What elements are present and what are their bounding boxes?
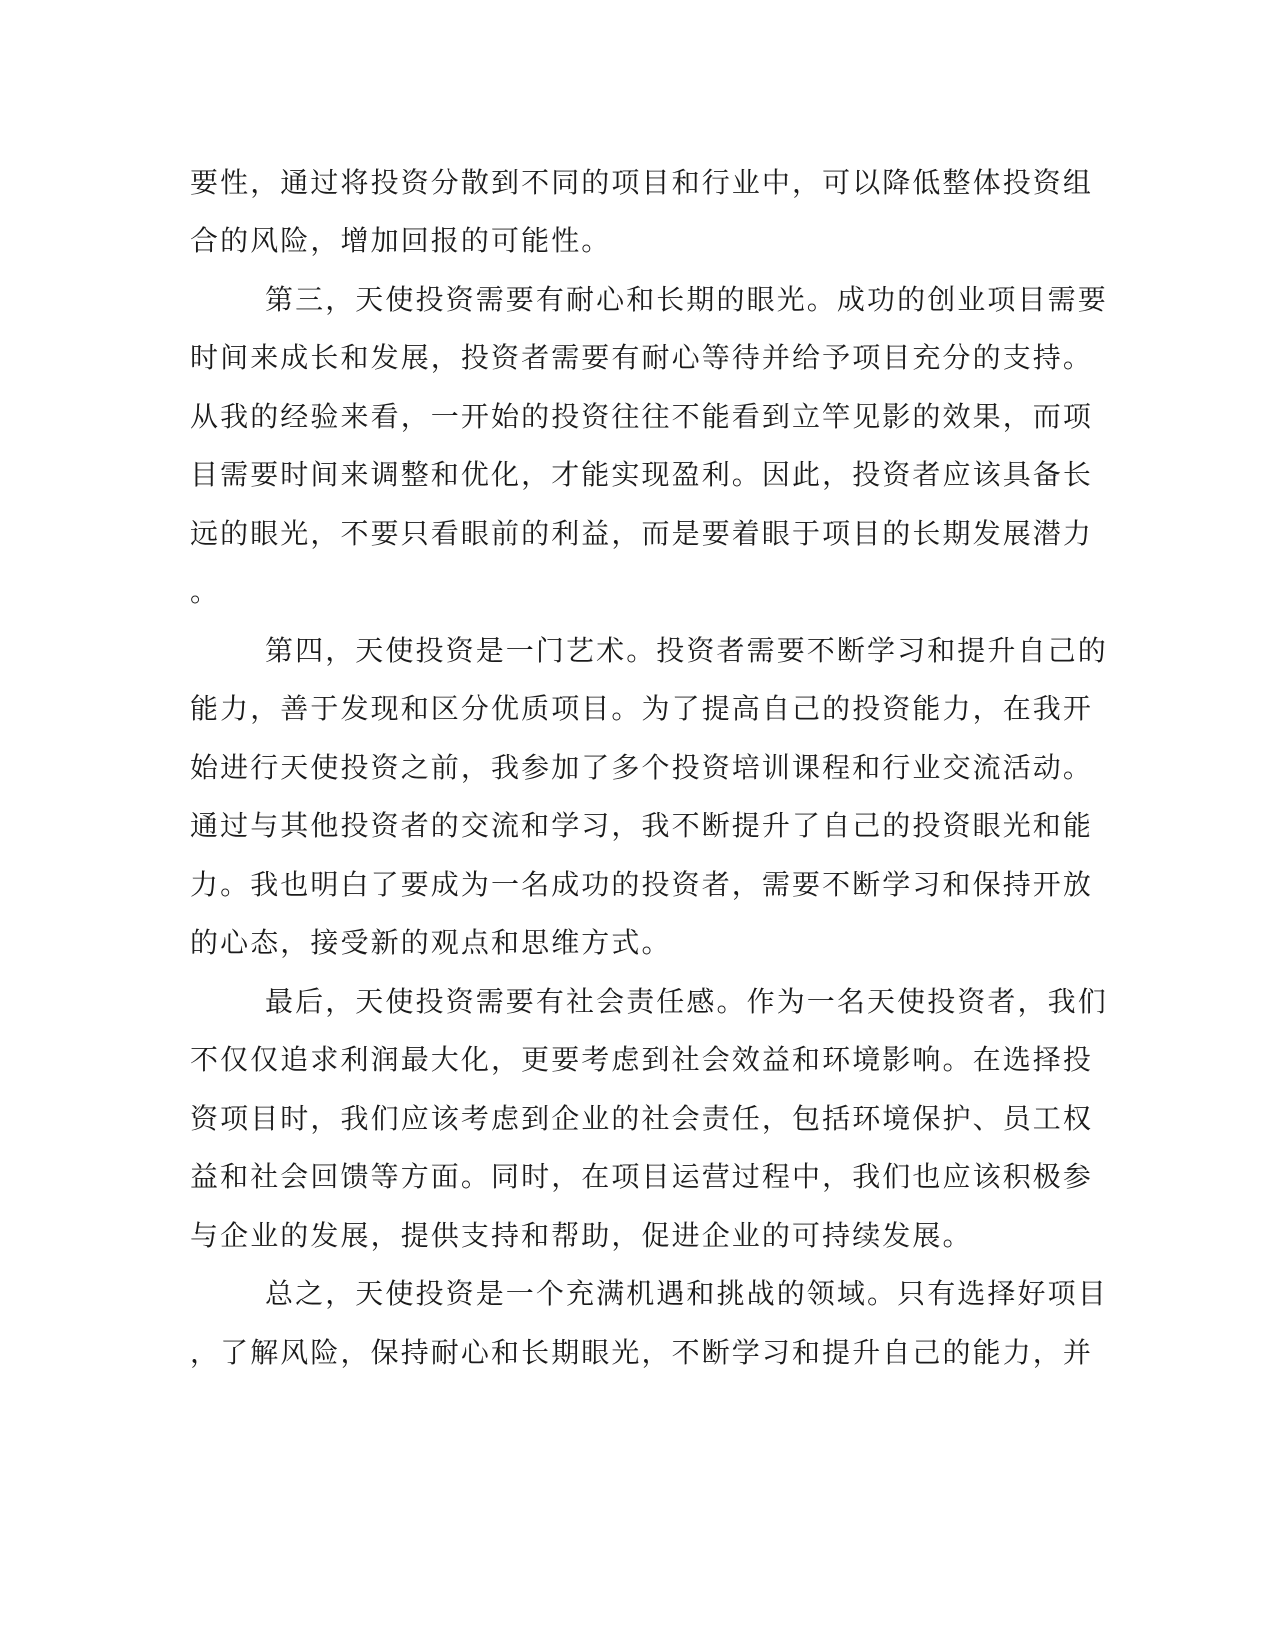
text-line: 合的风险，增加回报的可能性。 xyxy=(190,224,612,257)
text-line: 通过与其他投资者的交流和学习，我不断提升了自己的投资眼光和能 xyxy=(190,809,1094,842)
text-line: 力。我也明白了要成为一名成功的投资者，需要不断学习和保持开放 xyxy=(190,868,1094,901)
text-line: 能力，善于发现和区分优质项目。为了提高自己的投资能力，在我开 xyxy=(190,692,1094,725)
paragraph-start-line: 总之，天使投资是一个充满机遇和挑战的领域。只有选择好项目 xyxy=(265,1277,1108,1310)
text-line: 从我的经验来看，一开始的投资往往不能看到立竿见影的效果，而项 xyxy=(190,400,1094,433)
text-line: 的心态，接受新的观点和思维方式。 xyxy=(190,926,672,959)
text-line: 不仅仅追求利润最大化，更要考虑到社会效益和环境影响。在选择投 xyxy=(190,1043,1094,1076)
text-line: 始进行天使投资之前，我参加了多个投资培训课程和行业交流活动。 xyxy=(190,751,1094,784)
text-line: ，了解风险，保持耐心和长期眼光，不断学习和提升自己的能力，并 xyxy=(190,1336,1094,1369)
text-line: 目需要时间来调整和优化，才能实现盈利。因此，投资者应该具备长 xyxy=(190,458,1094,491)
paragraph-start-line: 最后，天使投资需要有社会责任感。作为一名天使投资者，我们 xyxy=(265,985,1108,1018)
paragraph-start-line: 第四，天使投资是一门艺术。投资者需要不断学习和提升自己的 xyxy=(265,634,1108,667)
text-line: 益和社会回馈等方面。同时，在项目运营过程中，我们也应该积极参 xyxy=(190,1160,1094,1193)
text-line: 与企业的发展，提供支持和帮助，促进企业的可持续发展。 xyxy=(190,1219,973,1252)
text-line: 远的眼光，不要只看眼前的利益，而是要着眼于项目的长期发展潜力 xyxy=(190,517,1094,550)
text-line: 要性，通过将投资分散到不同的项目和行业中，可以降低整体投资组 xyxy=(190,166,1094,199)
text-line: 资项目时，我们应该考虑到企业的社会责任，包括环境保护、员工权 xyxy=(190,1102,1094,1135)
text-line: 。 xyxy=(190,575,221,608)
text-line: 时间来成长和发展，投资者需要有耐心等待并给予项目充分的支持。 xyxy=(190,341,1094,374)
paragraph-start-line: 第三，天使投资需要有耐心和长期的眼光。成功的创业项目需要 xyxy=(265,283,1108,316)
